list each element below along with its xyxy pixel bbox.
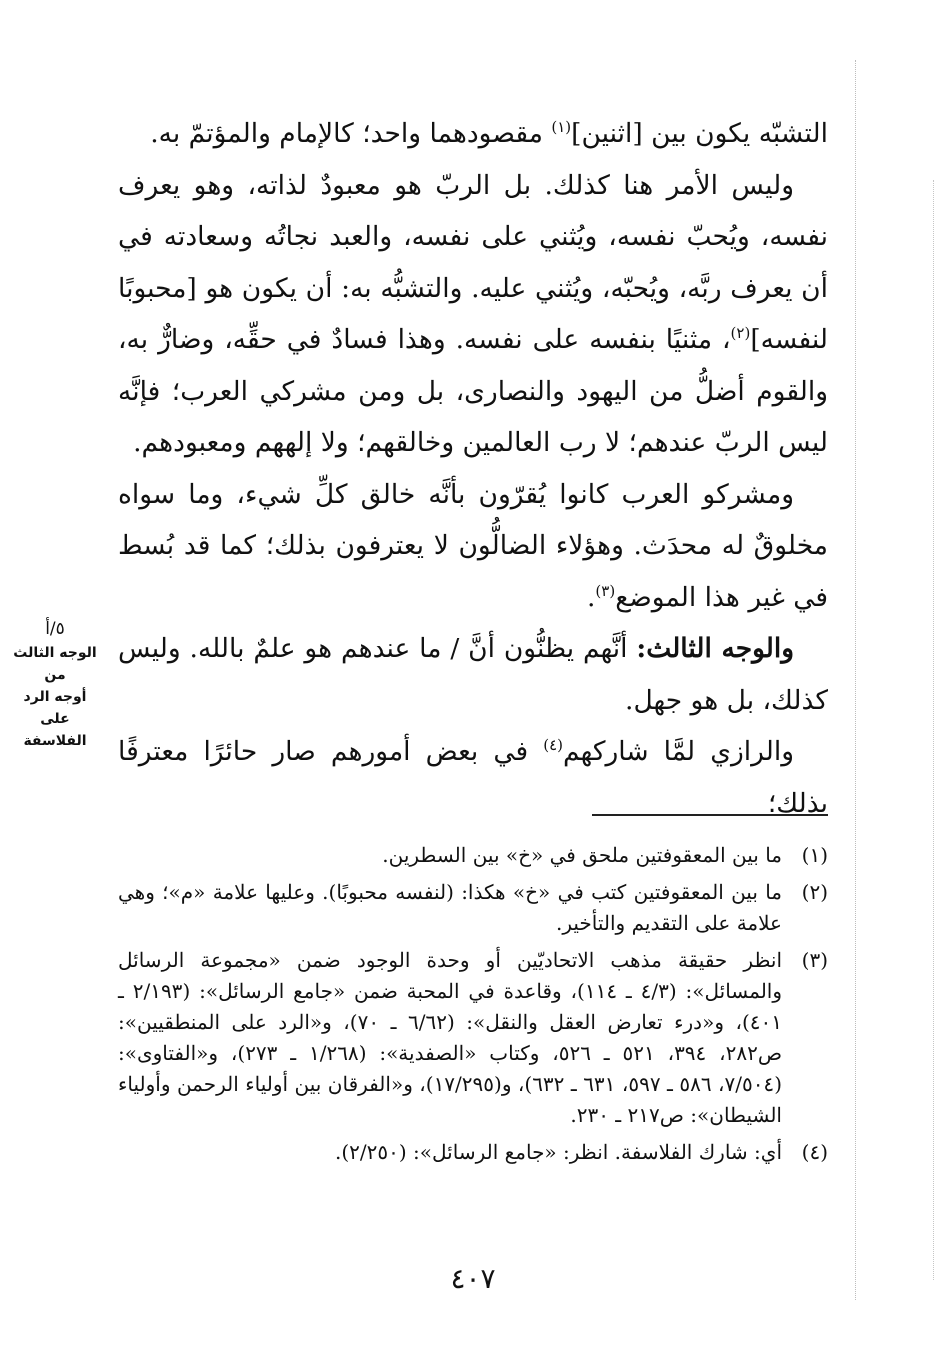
paragraph: وليس الأمر هنا كذلك. بل الربّ هو معبودٌ لذاته، وهو يعرف نفسه، ويُحبّ نفسه، ويُثني على نفسه، والعبد نجاتُه وسعادته في أن يعرف ربَّه، ويُحبّه، ويُثني عليه. والتشبُّه به: أن يكون هو [محبوبًا لنفسه]$^{(٢)}$، مثنيًا بنفسه على نفسه. وهذا فسادٌ في حقِّه، وضارٌّ به، والقوم أضلُّ من اليهود والنصارى، بل ومن مشركي العرب؛ فإنَّه ليس الربّ عندهم؛ لا رب العالمين وخالقهم؛ ولا إلههم ومعبودهم. — [118, 169, 828, 458]
footnote-item — [118, 1137, 828, 1168]
paragraph: والرازي لمَّا شاركهم$^{(٤)}$ في بعض أمورهم صار حائرًا معترفًا بذلك؛ — [118, 736, 828, 819]
footnote-number: (١) — [801, 843, 828, 867]
page-number: ٤٠٧ — [450, 1262, 496, 1295]
footnote-item — [118, 945, 828, 1131]
footnote-item — [118, 840, 828, 871]
footnote-ref[interactable]: (٣) — [595, 581, 616, 600]
paragraph: والوجه الثالث: أنَّهم يظنُّون أنَّ / ما عندهم هو علمٌ بالله. وليس كذلك، بل هو جهل. — [118, 633, 828, 716]
footnote-text: أي: شارك الفلاسفة. انظر: «جامع الرسائل»: (٢/٢٥٠). — [334, 1140, 782, 1164]
margin-note-line: الفلاسفة — [23, 733, 87, 749]
footnote-number: (٤) — [801, 1140, 828, 1164]
footnote-text: ما بين المعقوفتين كتب في «خ» هكذا: (لنفسه محبوبًا). وعليها علامة «م»؛ وهي علامة على التقديم والتأخير. — [118, 880, 782, 935]
footnote-number: (٣) — [801, 948, 828, 972]
footnote-divider — [592, 814, 828, 816]
footnotes — [118, 840, 828, 1174]
margin-note-line: الوجه الثالث من — [13, 645, 97, 683]
scan-edge-dots — [933, 180, 936, 1280]
footnote-text: انظر حقيقة مذهب الاتحاديّين أو وحدة الوجود ضمن «مجموعة الرسائل والمسائل»: (٤/٣ ـ ١١٤)، وقاعدة في المحبة ضمن «جامع الرسائل»: (٢/١٩٣ ـ ٤٠١)، و«درء تعارض العقل والنقل»: (٦/٦٢ ـ ٧٠)، و«الرد على المنطقيين»: ص٢٨٢، ٣٩٤، ٥٢١ ـ ٥٢٦، وكتاب «الصفدية»: (١/٢٦٨ ـ ٢٧٣)، و«الفتاوى»: (٧/٥٠٤، ٥٨٦ ـ ٥٩٧، ٦٣١ ـ ٦٣٢)، و(١٧/٢٩٥)، و«الفرقان بين أولياء الرحمن وأولياء الشيطان»: ص٢١٧ ـ ٢٣٠. — [118, 948, 783, 1127]
margin-note — [10, 618, 100, 752]
footnote-text: ما بين المعقوفتين ملحق في «خ» بين السطرين. — [382, 843, 782, 867]
folio-marker: ٥/أ — [45, 619, 65, 639]
footnote-ref[interactable]: (١) — [551, 118, 572, 137]
footnote-item — [118, 877, 828, 939]
paragraph: ومشركو العرب كانوا يُقرّون بأنَّه خالق كلِّ شيء، وما سواه مخلوقٌ له محدَث. وهؤلاء الضالُّون لا يعترفون بذلك؛ كما قد بُسط في غير هذا الموضع$^{(٣)}$. — [118, 478, 828, 613]
section-lead: والوجه الثالث: — [636, 633, 794, 664]
margin-note-line: أوجه الرد على — [23, 689, 87, 727]
footnote-ref[interactable]: (٤) — [543, 736, 563, 755]
paragraph: التشبّه يكون بين [اثنين]$^{(١)}$ مقصودهما واحد؛ كالإمام والمؤتمّ به. — [150, 118, 828, 149]
footnote-ref[interactable]: (٢) — [730, 324, 751, 343]
main-text — [118, 108, 828, 829]
scan-edge-dots — [855, 60, 858, 1300]
footnote-number: (٢) — [801, 880, 828, 904]
